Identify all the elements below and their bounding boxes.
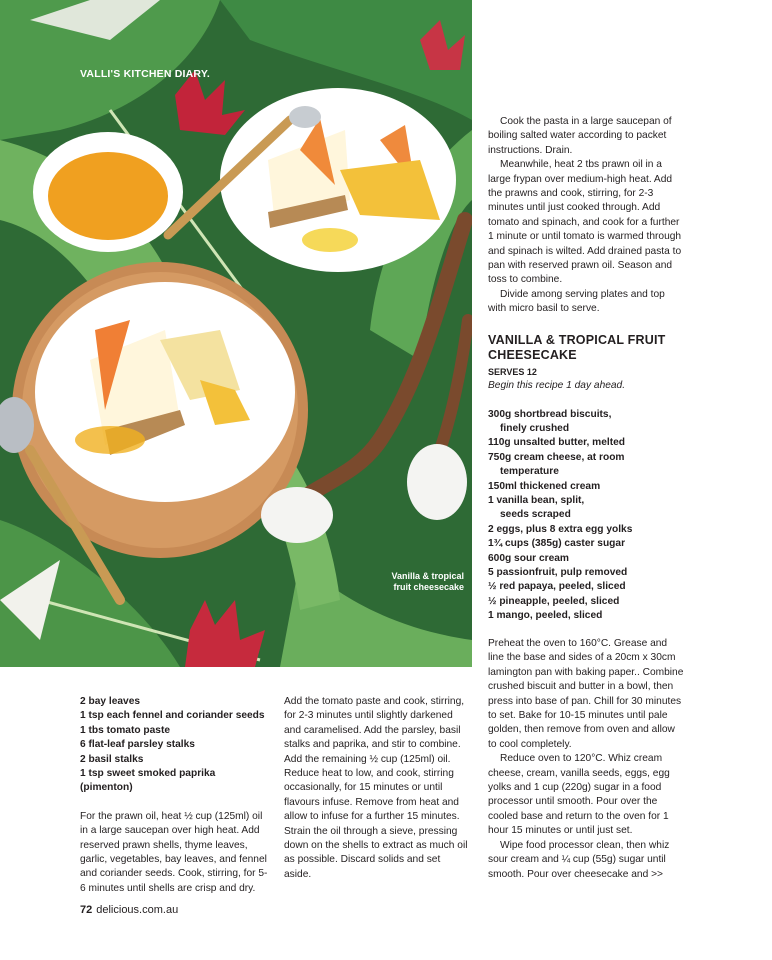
method-paragraph: For the prawn oil, heat ½ cup (125ml) oil in a large saucepan over high heat. Add reserved prawn shells, thyme leaves, garlic, vegetables, bay leaves, and fennel and coriander seeds. Cook, stirring, for 5-6 minutes until shells are crisp and dry.	[80, 810, 268, 894]
ingredient-item: ½ pineapple, peeled, sliced	[488, 595, 620, 607]
method-paragraph: Meanwhile, heat 2 tbs prawn oil in a large frypan over medium-high heat. Add the prawns and cook, stirring, for 2-3 minutes until just cooked through. Add tomato and spinach, and cook for a further 1 minute or until tomato is warmed through and spinach is wilted. Add drained pasta to pan with reserved prawn oil. Season and toss to combine.	[488, 159, 682, 286]
ingredient-item: 1 tbs tomato paste	[80, 724, 171, 736]
section-kicker: VALLI'S KITCHEN DIARY.	[80, 68, 210, 80]
ingredient-item: ½ red papaya, peeled, sliced	[488, 581, 626, 593]
ingredient-item: 6 flat-leaf parsley stalks	[80, 739, 195, 751]
ingredient-list	[488, 408, 684, 624]
left-column	[80, 695, 268, 896]
site-url: delicious.com.au	[96, 904, 179, 916]
ingredient-item: 5 passionfruit, pulp removed	[488, 566, 628, 578]
ingredient-item: 1 tsp each fennel and coriander seeds	[80, 710, 265, 722]
ingredient-list	[80, 695, 268, 796]
food-photo	[0, 0, 472, 667]
page-number: 72	[80, 904, 93, 916]
ingredient-item: 750g cream cheese, at room temperature	[488, 451, 625, 478]
ingredient-item: 2 eggs, plus 8 extra egg yolks	[488, 523, 633, 535]
right-column-method	[488, 637, 684, 882]
food-photo-illustration	[0, 0, 472, 667]
recipe-title-line: CHEESECAKE	[488, 347, 577, 362]
recipe-note: Begin this recipe 1 day ahead.	[488, 380, 626, 392]
caption-line: fruit cheesecake	[393, 582, 464, 592]
ingredient-item: 1 vanilla bean, split, seeds scraped	[488, 494, 585, 521]
photo-caption	[374, 571, 464, 593]
ingredient-item: 1¾ cups (385g) caster sugar	[488, 538, 626, 550]
ingredient-item: 600g sour cream	[488, 552, 569, 564]
method-paragraph: Divide among serving plates and top with micro basil to serve.	[488, 288, 665, 315]
ingredient-item: 2 bay leaves	[80, 696, 141, 707]
ingredient-item: 1 mango, peeled, sliced	[488, 610, 603, 622]
middle-column	[284, 695, 470, 882]
method-paragraph: Wipe food processor clean, then whiz sour cream and ¼ cup (55g) sugar until smooth. Pour over cheesecake and >>	[488, 839, 670, 880]
page-footer	[80, 904, 178, 916]
ingredient-item: 300g shortbread biscuits, finely crushed	[488, 408, 612, 434]
method-paragraph: Add the tomato paste and cook, stirring, for 2-3 minutes until slightly darkened and caramelised. Add the parsley, basil stalks and paprika, and stir to combine. Add the remaining ½ cup (125ml) oil. Reduce heat to low, and cook, stirring occasionally, for 15 minutes or until flavours infuse. Remove from heat and allow to infuse for a further 15 minutes. Strain the oil through a sieve, pressing down on the shells to extract as much oil as possible. Discard solids and set aside.	[284, 696, 468, 880]
recipe-serves: SERVES 12	[488, 366, 537, 377]
method-paragraph: Reduce oven to 120°C. Whiz cream cheese, cream, vanilla seeds, eggs, egg yolks and 1 cup (220g) sugar in a food processor until smooth. Pour over the cooled base and return to the oven for 1 hour 15 minutes or until just set.	[488, 753, 670, 837]
ingredient-item: 1 tsp sweet smoked paprika (pimenton)	[80, 768, 216, 794]
ingredient-item: 2 basil stalks	[80, 753, 144, 765]
right-column	[488, 115, 684, 624]
recipe-title-line: VANILLA & TROPICAL FRUIT	[488, 332, 666, 347]
ingredient-item: 150ml thickened cream	[488, 480, 601, 492]
method-paragraph: Cook the pasta in a large saucepan of boiling salted water according to packet instructions. Drain.	[488, 116, 672, 156]
recipe-title	[488, 333, 684, 363]
caption-line: Vanilla & tropical	[391, 571, 464, 581]
ingredient-item: 110g unsalted butter, melted	[488, 437, 626, 449]
method-paragraph: Preheat the oven to 160°C. Grease and line the base and sides of a 20cm x 30cm lamington pan with baking paper.. Combine crushed biscuit and butter in a bowl, then press into base of pan. Chill for 30 minutes to set. Bake for 10-15 minutes until pale golden, then remove from oven and allow to cool completely.	[488, 638, 684, 750]
